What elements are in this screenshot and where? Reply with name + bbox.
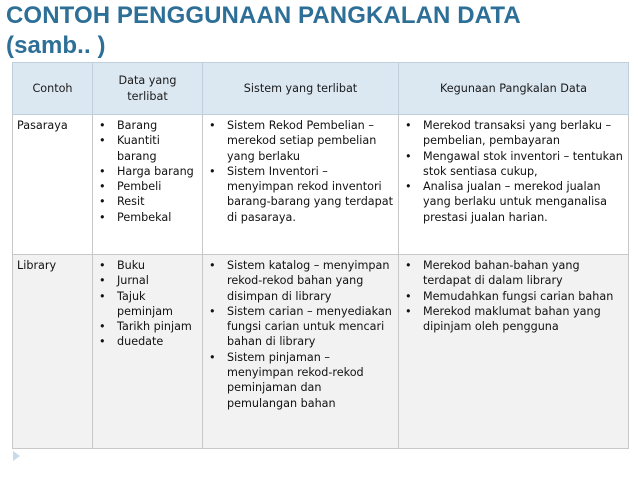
slide-title [6, 1, 626, 61]
title-line-2: (samb.. ) [6, 32, 106, 59]
list-item: • Memudahkan fungsi carian bahan [403, 289, 624, 304]
list-item: • Tarikh pinjam [97, 319, 198, 334]
list-item: • Sistem pinjaman – menyimpan rekod-rekod peminjaman dan pemulangan bahan [207, 350, 394, 411]
cell-data [93, 115, 203, 255]
header-kegunaan: Kegunaan Pangkalan Data [399, 63, 629, 115]
sistem-list [207, 118, 394, 225]
list-item: • Sistem Rekod Pembelian – merekod setiap pembelian yang berlaku [207, 118, 394, 164]
database-usage-table [12, 62, 629, 449]
cell-data [93, 255, 203, 449]
table-row [13, 255, 629, 449]
kegunaan-list [403, 118, 624, 225]
list-item: • duedate [97, 334, 198, 349]
sistem-list [207, 258, 394, 411]
list-item: • Merekod bahan-bahan yang terdapat di dalam library [403, 258, 624, 289]
header-data: Data yang terlibat [93, 63, 203, 115]
header-contoh: Contoh [13, 63, 93, 115]
data-list [97, 118, 198, 225]
list-item: • Kuantiti barang [97, 133, 198, 164]
cell-sistem [203, 255, 399, 449]
list-item: • Jurnal [97, 273, 198, 288]
cell-kegunaan [399, 255, 629, 449]
table-container [12, 62, 628, 449]
table-row [13, 115, 629, 255]
triangle-arrow-icon [13, 451, 20, 461]
header-sistem: Sistem yang terlibat [203, 63, 399, 115]
list-item: • Barang [97, 118, 198, 133]
title-line-1: CONTOH PENGGUNAAN PANGKALAN DATA [6, 2, 521, 29]
list-item: • Sistem carian – menyediakan fungsi carian untuk mencari bahan di library [207, 304, 394, 350]
kegunaan-list [403, 258, 624, 334]
cell-contoh: Pasaraya [13, 115, 93, 255]
cell-sistem [203, 115, 399, 255]
list-item: • Mengawal stok inventori – tentukan stok sentiasa cukup, [403, 149, 624, 180]
list-item: • Sistem Inventori – menyimpan rekod inventori barang-barang yang terdapat di pasaraya. [207, 164, 394, 225]
header-row [13, 63, 629, 115]
list-item: • Harga barang [97, 164, 198, 179]
list-item: • Buku [97, 258, 198, 273]
list-item: • Resit [97, 194, 198, 209]
list-item: • Pembeli [97, 179, 198, 194]
list-item: • Sistem katalog – menyimpan rekod-rekod bahan yang disimpan di library [207, 258, 394, 304]
data-list [97, 258, 198, 350]
list-item: • Pembekal [97, 210, 198, 225]
cell-contoh: Library [13, 255, 93, 449]
list-item: • Tajuk peminjam [97, 289, 198, 320]
list-item: • Analisa jualan – merekod jualan yang berlaku untuk menganalisa prestasi jualan harian. [403, 179, 624, 225]
list-item: • Merekod maklumat bahan yang dipinjam oleh pengguna [403, 304, 624, 335]
list-item: • Merekod transaksi yang berlaku – pembelian, pembayaran [403, 118, 624, 149]
cell-kegunaan [399, 115, 629, 255]
